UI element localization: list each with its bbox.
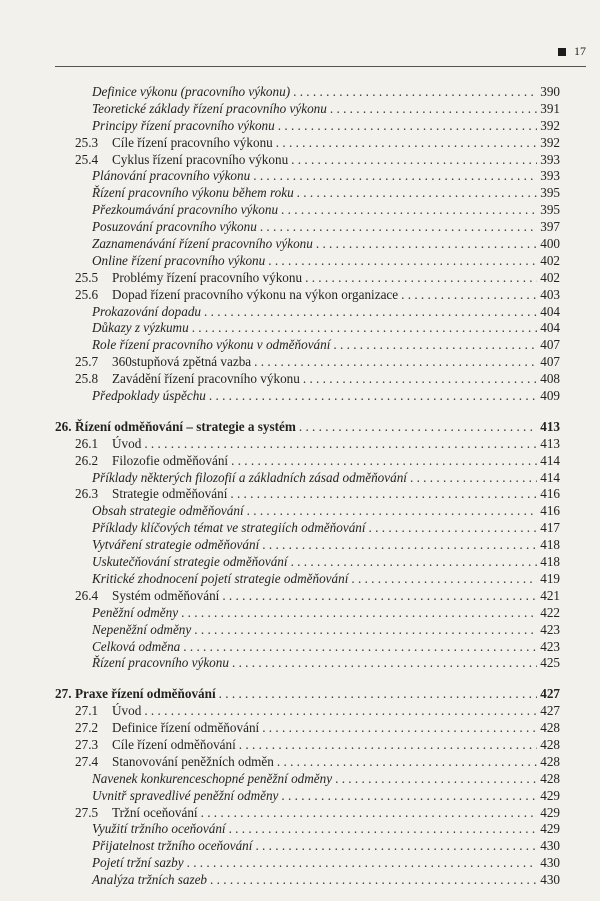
toc-dot-leader	[253, 168, 537, 185]
toc-section-row	[55, 453, 560, 470]
page-marker-square	[558, 48, 566, 56]
toc-entry-title: Posuzování pracovního výkonu	[92, 219, 257, 235]
toc-entry-page: 397	[540, 219, 560, 235]
toc-entry-page: 413	[540, 435, 560, 451]
header-rule	[55, 66, 586, 67]
toc-dot-leader	[262, 537, 537, 554]
toc-entry-title: Vytváření strategie odměňování	[92, 537, 260, 553]
toc-entry-title: Cíle řízení pracovního výkonu	[112, 134, 273, 150]
toc-entry-page: 427	[540, 686, 560, 702]
toc-entry-title: Nepeněžní odměny	[92, 621, 192, 637]
toc-dot-leader	[303, 371, 537, 388]
toc-entry-page: 416	[540, 503, 560, 519]
toc-entry-title: Přijatelnost tržního oceňování	[92, 838, 253, 854]
toc-subsection-row	[55, 838, 560, 855]
toc-entry-title: Řízení odměňování – strategie a systém	[75, 418, 296, 434]
toc-entry-number: 25.6	[75, 286, 99, 302]
toc-subsection-row	[55, 639, 560, 656]
toc-entry-title: Role řízení pracovního výkonu v odměňování	[92, 337, 331, 353]
toc-entry-number: 25.8	[75, 371, 99, 387]
toc-section-row	[55, 588, 560, 605]
toc-subsection-row	[55, 622, 560, 639]
toc-dot-leader	[254, 354, 537, 371]
toc-entry-title: Definice výkonu (pracovního výkonu)	[92, 84, 291, 99]
toc-entry-number: 26.1	[75, 435, 99, 451]
toc-entry-number: 26.2	[75, 452, 99, 468]
toc-entry-page: 400	[540, 236, 560, 252]
toc-entry-page: 407	[540, 337, 560, 353]
toc-subsection-row	[55, 320, 560, 337]
toc-dot-leader	[281, 202, 537, 219]
toc-entry-page: 430	[540, 855, 560, 871]
toc-entry-page: 391	[540, 100, 560, 116]
toc-dot-leader	[305, 270, 537, 287]
toc-dot-leader	[316, 236, 537, 253]
toc-subsection-row	[55, 84, 560, 101]
toc-entry-title: Zaznamenávání řízení pracovního výkonu	[92, 236, 313, 252]
toc-entry-page: 403	[540, 286, 560, 302]
toc-entry-title: Kritické zhodnocení pojetí strategie odměňování	[92, 570, 349, 586]
toc-entry-title: Řízení pracovního výkonu během roku	[92, 185, 294, 201]
toc-dot-leader	[187, 855, 538, 872]
toc-entry-page: 395	[540, 202, 560, 218]
toc-entry-title: 360stupňová zpětná vazba	[112, 354, 252, 370]
toc-dot-leader	[229, 821, 538, 838]
toc-dot-leader	[351, 571, 537, 588]
toc-subsection-row	[55, 470, 560, 487]
toc-entry-number: 27.5	[75, 804, 99, 820]
toc-section-row	[55, 270, 560, 287]
toc-entry-page: 423	[540, 638, 560, 654]
toc-dot-leader	[210, 872, 537, 889]
toc-entry-page: 409	[540, 388, 560, 404]
toc-entry-title: Problémy řízení pracovního výkonu	[112, 269, 303, 285]
toc-subsection-row	[55, 537, 560, 554]
toc-subsection-row	[55, 168, 560, 185]
toc-entry-page: 393	[540, 168, 560, 184]
toc-entry-page: 418	[540, 537, 560, 553]
toc-entry-number: 25.5	[75, 269, 99, 285]
toc-subsection-row	[55, 872, 560, 889]
toc-entry-title: Pojetí tržní sazby	[92, 855, 184, 871]
toc-entry-page: 404	[540, 303, 560, 319]
toc-entry-title: Cíle řízení odměňování	[112, 736, 236, 752]
toc-entry-title: Příklady klíčových témat ve strategiích odměňování	[92, 520, 366, 536]
toc-section-row	[55, 371, 560, 388]
toc-dot-leader	[231, 453, 537, 470]
toc-dot-leader	[297, 185, 538, 202]
toc-entry-title: Definice řízení odměňování	[112, 720, 260, 736]
toc-section-row	[55, 805, 560, 822]
page-header	[558, 44, 586, 59]
toc-entry-page: 413	[540, 418, 560, 434]
toc-subsection-row	[55, 655, 560, 672]
toc-entry-page: 430	[540, 838, 560, 854]
toc-entry-number: 27.3	[75, 736, 99, 752]
toc-entry-title: Zavádění řízení pracovního výkonu	[112, 371, 300, 387]
toc-section-row	[55, 135, 560, 152]
toc-entry-title: Strategie odměňování	[112, 486, 228, 502]
toc-subsection-row	[55, 821, 560, 838]
toc-entry-title: Využití tržního oceňování	[92, 821, 226, 837]
toc-entry-title: Řízení pracovního výkonu	[92, 655, 229, 671]
toc-dot-leader	[201, 805, 538, 822]
toc-subsection-row	[55, 771, 560, 788]
toc-entry-title: Úvod	[112, 703, 142, 719]
toc-entry-page: 418	[540, 554, 560, 570]
toc-entry-page: 392	[540, 134, 560, 150]
toc-dot-leader	[401, 287, 537, 304]
toc-entry-title: Teoretické základy řízení pracovního výkonu	[92, 100, 327, 116]
toc-dot-leader	[299, 419, 537, 436]
toc-subsection-row	[55, 571, 560, 588]
toc-subsection-row	[55, 236, 560, 253]
toc-entry-number: 26.	[55, 418, 72, 434]
toc-dot-leader	[183, 639, 537, 656]
toc-entry-number: 25.4	[75, 151, 99, 167]
toc-section-row	[55, 754, 560, 771]
toc-entry-page: 428	[540, 736, 560, 752]
toc-section-row	[55, 436, 560, 453]
toc-entry-page: 402	[540, 252, 560, 268]
toc-entry-title: Principy řízení pracovního výkonu	[92, 117, 275, 133]
toc-entry-title: Stanovování peněžních odměn	[112, 753, 274, 769]
toc-dot-leader	[230, 486, 537, 503]
toc-entry-title: Praxe řízení odměňování	[75, 686, 216, 702]
toc-subsection-row	[55, 554, 560, 571]
toc-subsection-row	[55, 503, 560, 520]
page-number: 17	[574, 44, 586, 58]
toc-subsection-row	[55, 304, 560, 321]
toc-entry-number: 25.7	[75, 354, 99, 370]
toc-entry-page: 428	[540, 720, 560, 736]
toc-entry-title: Úvod	[112, 435, 142, 451]
toc-dot-leader	[262, 720, 537, 737]
toc-entry-title: Přezkoumávání pracovního výkonu	[92, 202, 279, 218]
toc-entry-title: Navenek konkurenceschopné peněžní odměny	[92, 770, 333, 786]
toc-entry-page: 423	[540, 621, 560, 637]
toc-dot-leader	[291, 152, 537, 169]
toc-dot-leader	[291, 554, 538, 571]
toc-entry-page: 395	[540, 185, 560, 201]
toc-dot-leader	[181, 605, 537, 622]
toc-entry-page: 404	[540, 320, 560, 336]
toc-section-row	[55, 152, 560, 169]
toc-entry-title: Celková odměna	[92, 638, 181, 654]
toc-entry-page: 414	[540, 469, 560, 485]
toc-entry-page: 428	[540, 770, 560, 786]
toc-dot-leader	[194, 622, 537, 639]
toc-dot-leader	[278, 118, 537, 135]
toc-dot-leader	[281, 788, 537, 805]
toc-entry-number: 26.4	[75, 587, 99, 603]
toc-subsection-row	[55, 219, 560, 236]
toc-entry-title: Uskutečňování strategie odměňování	[92, 554, 288, 570]
toc-entry-title: Důkazy z výzkumu	[92, 320, 189, 336]
toc-entry-title: Příklady některých filozofií a základních zásad odměňování	[92, 469, 407, 485]
toc-subsection-row	[55, 101, 560, 118]
toc-entry-page: 422	[540, 604, 560, 620]
toc-chapter-row	[55, 419, 560, 436]
toc-dot-leader	[204, 304, 537, 321]
toc-dot-leader	[219, 686, 538, 703]
toc-entry-title: Systém odměňování	[112, 587, 220, 603]
toc-entry-page: 425	[540, 655, 560, 671]
toc-entry-number: 27.	[55, 686, 72, 702]
toc-entry-page: 414	[540, 452, 560, 468]
toc-dot-leader	[293, 84, 537, 101]
toc-section-row	[55, 737, 560, 754]
toc-section-row	[55, 354, 560, 371]
toc-entry-page: 430	[540, 872, 560, 888]
toc-entry-page: 428	[540, 753, 560, 769]
toc-entry-page: 392	[540, 117, 560, 133]
toc-subsection-row	[55, 855, 560, 872]
toc-dot-leader	[330, 101, 537, 118]
toc-subsection-row	[55, 605, 560, 622]
toc-entry-title: Cyklus řízení pracovního výkonu	[112, 151, 289, 167]
toc-entry-page: 408	[540, 371, 560, 387]
toc-dot-leader	[268, 253, 537, 270]
toc-dot-leader	[255, 838, 537, 855]
toc-entry-page: 416	[540, 486, 560, 502]
toc-entry-page: 407	[540, 354, 560, 370]
toc-subsection-row	[55, 520, 560, 537]
toc-entry-title: Online řízení pracovního výkonu	[92, 252, 266, 268]
toc-entry-title: Analýza tržních sazeb	[92, 872, 208, 888]
toc-dot-leader	[410, 470, 537, 487]
toc-subsection-row	[55, 337, 560, 354]
toc-dot-leader	[277, 754, 537, 771]
toc-entry-number: 27.2	[75, 720, 99, 736]
toc-dot-leader	[144, 703, 537, 720]
toc-entry-title: Tržní oceňování	[112, 804, 198, 820]
toc-entry-page: 427	[540, 703, 560, 719]
toc-subsection-row	[55, 388, 560, 405]
toc-entry-page: 419	[540, 570, 560, 586]
toc-entry-page: 390	[540, 84, 560, 99]
toc-entry-number: 27.4	[75, 753, 99, 769]
toc-entry-number: 27.1	[75, 703, 99, 719]
toc-entry-number: 25.3	[75, 134, 99, 150]
toc-entry-title: Uvnitř spravedlivé peněžní odměny	[92, 787, 279, 803]
toc-section-row	[55, 720, 560, 737]
toc-subsection-row	[55, 185, 560, 202]
toc-entry-page: 417	[540, 520, 560, 536]
toc-entry-title: Obsah strategie odměňování	[92, 503, 244, 519]
toc-chapter-row	[55, 686, 560, 703]
toc-entry-title: Dopad řízení pracovního výkonu na výkon organizace	[112, 286, 399, 302]
toc-entry-page: 429	[540, 787, 560, 803]
toc-entry-page: 393	[540, 151, 560, 167]
toc-subsection-row	[55, 202, 560, 219]
toc-entry-page: 429	[540, 821, 560, 837]
toc-section-row	[55, 287, 560, 304]
toc-dot-leader	[335, 771, 537, 788]
toc-entry-page: 429	[540, 804, 560, 820]
toc-dot-leader	[333, 337, 537, 354]
toc-dot-leader	[239, 737, 537, 754]
toc-dot-leader	[209, 388, 537, 405]
toc-entry-title: Předpoklady úspěchu	[92, 388, 206, 404]
toc-dot-leader	[222, 588, 537, 605]
toc-entry-title: Filozofie odměňování	[112, 452, 229, 468]
table-of-contents	[55, 84, 560, 889]
toc-entry-title: Plánování pracovního výkonu	[92, 168, 251, 184]
toc-dot-leader	[260, 219, 537, 236]
toc-subsection-row	[55, 253, 560, 270]
toc-entry-number: 26.3	[75, 486, 99, 502]
toc-dot-leader	[247, 503, 538, 520]
toc-entry-page: 402	[540, 269, 560, 285]
toc-section-row	[55, 703, 560, 720]
toc-subsection-row	[55, 788, 560, 805]
toc-subsection-row	[55, 118, 560, 135]
toc-entry-page: 421	[540, 587, 560, 603]
toc-dot-leader	[192, 320, 538, 337]
toc-section-row	[55, 486, 560, 503]
toc-dot-leader	[144, 436, 537, 453]
toc-dot-leader	[369, 520, 538, 537]
toc-entry-title: Peněžní odměny	[92, 604, 179, 620]
toc-entry-title: Prokazování dopadu	[92, 303, 202, 319]
toc-dot-leader	[232, 655, 537, 672]
toc-dot-leader	[276, 135, 537, 152]
